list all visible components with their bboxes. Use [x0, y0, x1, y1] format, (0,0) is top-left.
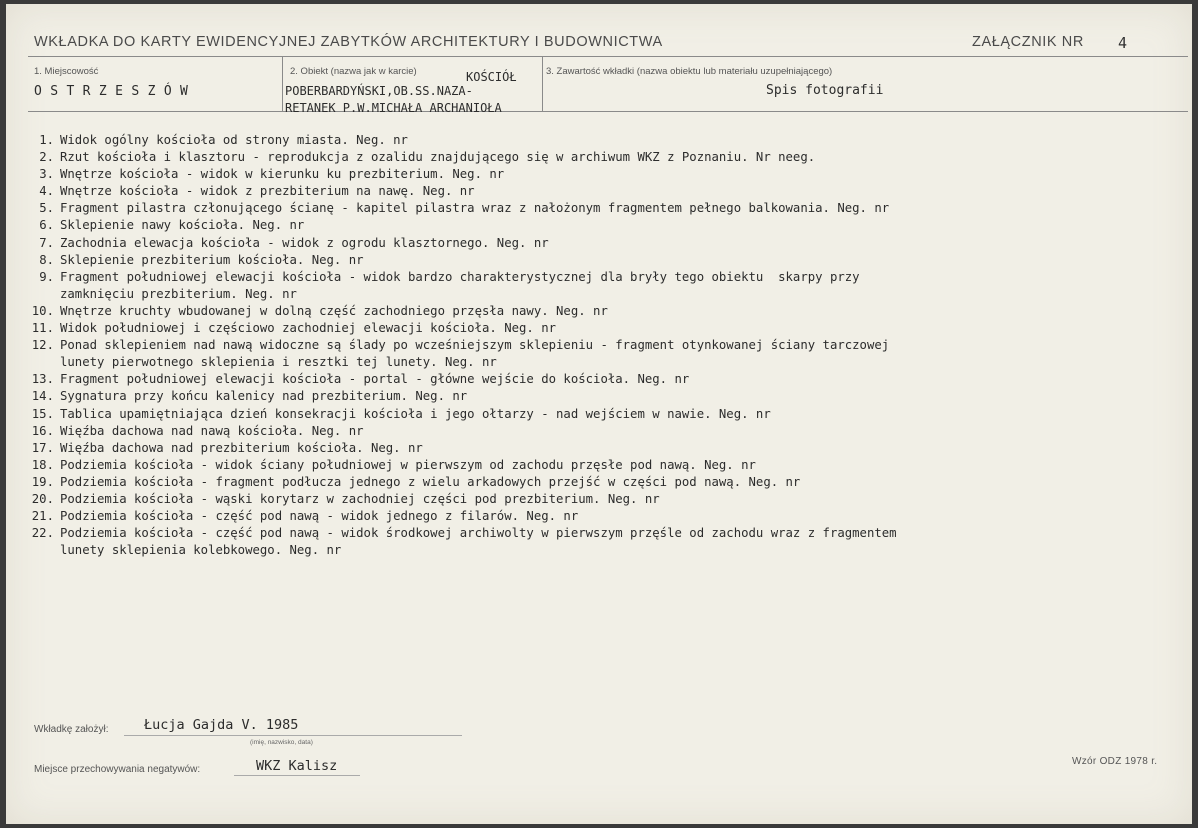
list-item: [10, 508, 1188, 525]
list-item: [10, 371, 1188, 388]
field-divider-2: [542, 56, 543, 112]
content-label: 3. Zawartość wkładki (nazwa obiektu lub materiału uzupełniającego): [546, 66, 833, 77]
item-text: Rzut kościoła i klasztoru - reprodukcja z ozalidu znajdującego się w archiwum WKZ z Poznaniu. Nr neeg.: [60, 150, 816, 165]
item-text: Wnętrze kościoła - widok z prezbiterium na nawę. Neg. nr: [60, 184, 475, 199]
list-item: [10, 491, 1188, 508]
author-value: Łucja Gajda V. 1985: [144, 717, 299, 733]
item-text: Sygnatura przy końcu kalenicy nad prezbiterium. Neg. nr: [60, 389, 468, 404]
object-label: 2. Obiekt (nazwa jak w karcie): [290, 66, 417, 77]
header-rule-bottom: [28, 111, 1188, 112]
item-number: 16.: [31, 423, 54, 438]
item-text: Fragment południowej elewacji kościoła - widok bardzo charakterystycznej dla bryły tego obiektu skarpy przy zamknięciu prezbiterium. Neg. nr: [60, 269, 860, 301]
author-label: Wkładkę założył:: [34, 724, 109, 735]
form-title: WKŁADKA DO KARTY EWIDENCYJNEJ ZABYTKÓW ARCHITEKTURY I BUDOWNICTWA: [34, 34, 663, 50]
item-text: Podziemia kościoła - część pod nawą - widok środkowej archiwolty w pierwszym przęśle od zachodu wraz z fragmentem lunety sklepienia kolebkowego. Neg. nr: [60, 526, 897, 558]
author-underline: [124, 735, 462, 736]
list-item: [10, 217, 1188, 234]
item-number: 2.: [39, 150, 54, 165]
item-number: 21.: [31, 509, 54, 524]
item-number: 8.: [39, 252, 54, 267]
item-text: Sklepienie prezbiterium kościoła. Neg. nr: [60, 252, 364, 267]
header-rule-top: [28, 56, 1188, 57]
item-text: Więźba dachowa nad nawą kościoła. Neg. nr: [60, 423, 364, 438]
record-sheet: [6, 4, 1192, 824]
list-item: [10, 200, 1188, 217]
place-label: 1. Miejscowość: [34, 66, 99, 77]
list-item: [10, 166, 1188, 183]
item-text: Sklepienie nawy kościoła. Neg. nr: [60, 218, 305, 233]
list-item: [10, 149, 1188, 166]
item-text: Wnętrze kościoła - widok w kierunku ku prezbiterium. Neg. nr: [60, 167, 505, 182]
storage-underline: [234, 775, 360, 776]
item-number: 12.: [31, 338, 54, 353]
list-item: [10, 474, 1188, 491]
storage-value: WKZ Kalisz: [256, 758, 338, 774]
item-number: 1.: [39, 133, 54, 147]
item-text: Podziemia kościoła - wąski korytarz w zachodniej części pod prezbiterium. Neg. nr: [60, 491, 660, 506]
object-value-line1: KOŚCIÓŁ: [466, 70, 517, 84]
item-number: 19.: [31, 474, 54, 489]
item-number: 9.: [39, 269, 54, 284]
list-item: [10, 303, 1188, 320]
item-text: Wnętrze kruchty wbudowanej w dolną część zachodniego przęsła nawy. Neg. nr: [60, 303, 608, 318]
list-item: [10, 337, 1188, 371]
item-text: Fragment południowej elewacji kościoła - portal - główne wejście do kościoła. Neg. nr: [60, 372, 690, 387]
item-text: Więźba dachowa nad prezbiterium kościoła. Neg. nr: [60, 440, 423, 455]
item-text: Tablica upamiętniająca dzień konsekracji kościoła i jego ołtarzy - nad wejściem w nawie. Neg. nr: [60, 406, 771, 421]
list-item: [10, 388, 1188, 405]
item-text: Podziemia kościoła - część pod nawą - widok jednego z filarów. Neg. nr: [60, 509, 579, 524]
photo-list: [10, 132, 1188, 559]
item-number: 13.: [31, 372, 54, 387]
item-text: Ponad sklepieniem nad nawą widoczne są ślady po wcześniejszym sklepieniu - fragment otynkowanej ściany tarczowej lunety pierwotnego sklepienia i resztki tej lunety. Neg. nr: [60, 338, 890, 370]
list-item: [10, 320, 1188, 337]
item-number: 22.: [31, 526, 54, 541]
item-text: Podziemia kościoła - widok ściany południowej w pierwszym od zachodu przęsłe pod nawą. Neg. nr: [60, 457, 756, 472]
item-number: 5.: [39, 201, 54, 216]
author-hint: (imię, nazwisko, data): [250, 739, 313, 746]
list-item: [10, 252, 1188, 269]
item-number: 11.: [31, 321, 54, 336]
item-text: Zachodnia elewacja kościoła - widok z ogrodu klasztornego. Neg. nr: [60, 235, 549, 250]
list-item: [10, 269, 1188, 303]
place-value: OSTRZESZÓW: [34, 84, 197, 99]
item-number: 18.: [31, 457, 54, 472]
item-number: 14.: [31, 389, 54, 404]
item-text: Widok południowej i częściowo zachodniej elewacji kościoła. Neg. nr: [60, 321, 557, 336]
content-value: Spis fotografii: [766, 83, 884, 98]
annex-number: 4: [1118, 34, 1128, 52]
object-value-line3: RETANEK P.W.MICHAŁA ARCHANIOŁA: [285, 101, 502, 115]
item-number: 10.: [31, 303, 54, 318]
list-item: [10, 235, 1188, 252]
item-text: Widok ogólny kościoła od strony miasta. Neg. nr: [60, 133, 408, 147]
item-number: 20.: [31, 491, 54, 506]
list-item: [10, 132, 1188, 149]
item-number: 4.: [39, 184, 54, 199]
field-divider-1: [282, 56, 283, 112]
list-item: [10, 525, 1188, 559]
list-item: [10, 406, 1188, 423]
item-number: 7.: [39, 235, 54, 250]
list-item: [10, 423, 1188, 440]
form-template-label: Wzór ODZ 1978 r.: [1072, 756, 1158, 767]
item-text: Fragment pilastra członującego ścianę - kapitel pilastra wraz z nałożonym fragmentem pełnego balkowania. Neg. nr: [60, 201, 890, 216]
storage-label: Miejsce przechowywania negatywów:: [34, 764, 201, 775]
object-value-line2: POBERBARDYŃSKI,OB.SS.NAZA-: [285, 84, 473, 98]
item-text: Podziemia kościoła - fragment podłucza jednego z wielu arkadowych przejść w części pod nawą. Neg. nr: [60, 474, 801, 489]
item-number: 17.: [31, 440, 54, 455]
item-number: 3.: [39, 167, 54, 182]
list-item: [10, 457, 1188, 474]
item-number: 15.: [31, 406, 54, 421]
list-item: [10, 440, 1188, 457]
item-number: 6.: [39, 218, 54, 233]
annex-label: ZAŁĄCZNIK NR: [972, 34, 1084, 50]
list-item: [10, 183, 1188, 200]
